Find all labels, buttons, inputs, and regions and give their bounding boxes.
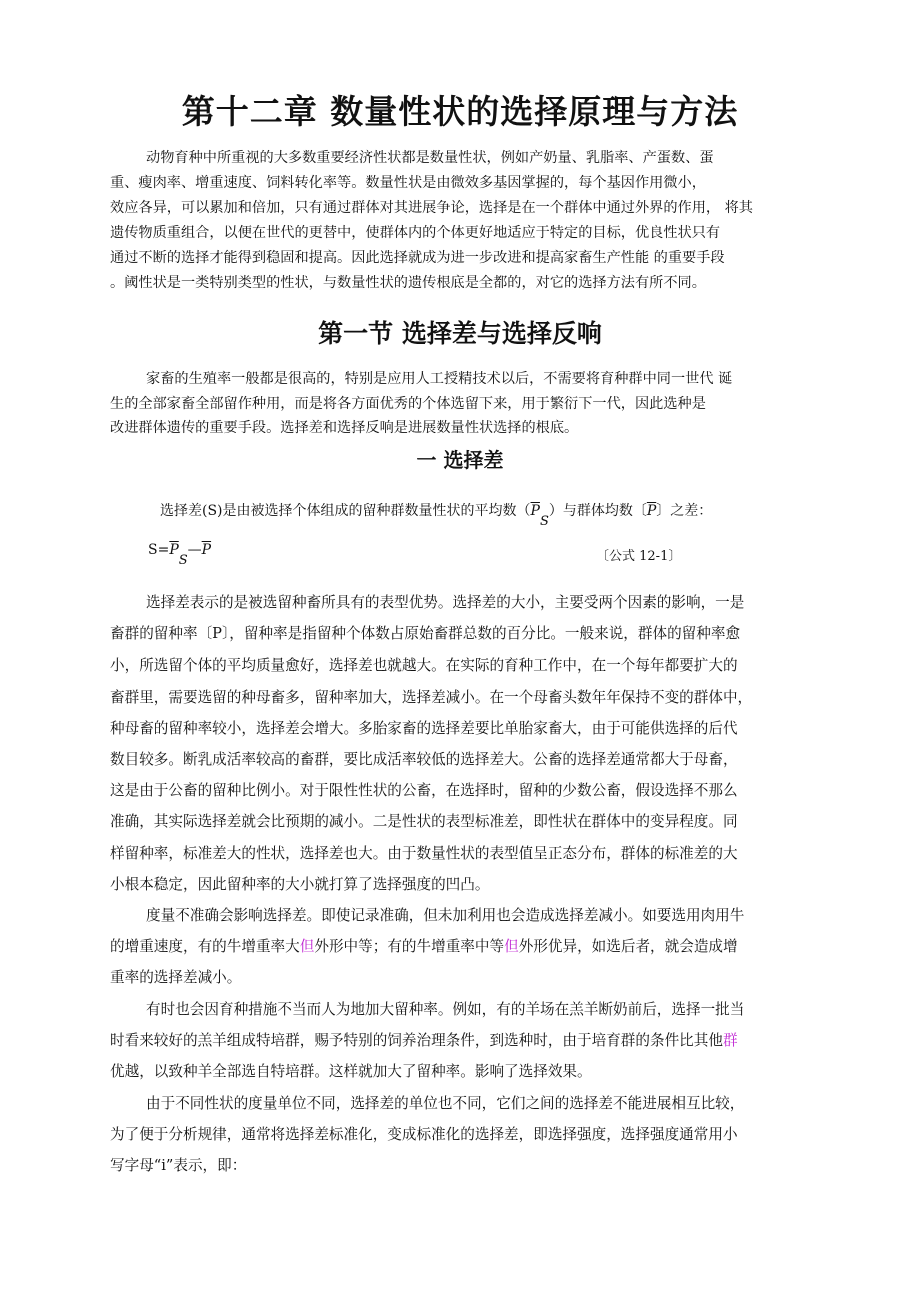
section-title: 第一节 选择差与选择反响 — [318, 319, 602, 348]
highlight-text: 但 — [299, 938, 315, 955]
para-line — [110, 1031, 738, 1051]
subsection-title: 一 选择差 — [416, 448, 504, 472]
formula — [148, 542, 212, 568]
para-line: 小根本稳定，因此留种率的大小就打算了选择强度的凹凸。 — [110, 876, 490, 893]
para-line: 有时也会因育种措施不当而人为地加大留种率。例如，有的羊场在羔羊断奶前后，选择一批当 — [146, 1001, 745, 1018]
mean-symbol: $\overline{P}$ — [201, 542, 212, 558]
chapter-title: 第十二章 数量性状的选择原理与方法 — [181, 92, 739, 131]
para-line: 样留种率，标准差大的性状，选择差也大。由于数量性状的表型值呈正态分布，群体的标准差的大 — [110, 845, 738, 862]
para-line: 重率的选择差减小。 — [110, 969, 242, 986]
mean-symbol: $\overline{P}$ — [646, 503, 657, 519]
para-line: 由于不同性状的度量单位不同，选择差的单位也不同，它们之间的选择差不能进展相互比较， — [146, 1095, 745, 1112]
para-line: 度量不准确会影响选择差。即使记录准确，但未加利用也会造成选择差减小。如要选用肉用牛 — [146, 907, 745, 924]
intro-line: 效应各异，可以累加和倍加，只有通过群体对其进展争论，选择是在一个群体中通过外界的作用， 将其 — [110, 200, 753, 216]
text-run: 外形优异，如选后者，就会造成增 — [518, 938, 738, 955]
text-run: 外形中等；有的牛增重率中等 — [314, 938, 505, 955]
highlight-text: 但 — [504, 938, 519, 955]
highlight-text: 群 — [722, 1032, 738, 1049]
para-line: 这是由于公畜的留种比例小。对于限性性状的公畜，在选择时，留种的少数公畜，假设选择不那么 — [110, 782, 738, 799]
definition-text: 选择差(S)是由被选择个体组成的留种群数量性状的平均数（ — [160, 503, 531, 519]
para-line: 数目较多。断乳成活率较高的畜群，要比成活率较低的选择差大。公畜的选择差通常都大于母畜， — [110, 751, 738, 768]
para-line: 畜群的留种率〔P〕，留种率是指留种个体数占原始畜群总数的百分比。一般来说，群体的留种率愈 — [110, 625, 741, 642]
section-intro-line: 家畜的生殖率一般都是很高的，特别是应用人工授精技术以后，不需要将育种群中同一世代 诞 — [146, 371, 733, 387]
formula-label: 〔公式 12-1〕 — [596, 549, 682, 564]
definition-text: ）与群体均数〔 — [548, 503, 647, 519]
intro-line: 遗传物质重组合，以便在世代的更替中，使群体内的个体更好地适应于特定的目标，优良性状只有 — [110, 225, 721, 241]
para-line: 准确，其实际选择差就会比预期的减小。二是性状的表型标准差，即性状在群体中的变异程度。同 — [110, 813, 738, 830]
para-line: 种母畜的留种率较小，选择差会增大。多胎家畜的选择差要比单胎家畜大，由于可能供选择的后代 — [110, 720, 738, 737]
intro-line: 重、瘦肉率、增重速度、饲料转化率等。数量性状是由微效多基因掌握的，每个基因作用微小， — [110, 175, 706, 191]
section-intro-line: 改进群体遗传的重要手段。选择差和选择反响是进展数量性状选择的根底。 — [110, 420, 579, 436]
minus-sign: — — [187, 542, 202, 558]
intro-line: 动物育种中所重视的大多数重要经济性状都是数量性状，例如产奶量、乳脂率、产蛋数、蛋 — [146, 150, 714, 166]
para-line: 畜群里，需要选留的种母畜多，留种率加大，选择差减小。在一个母畜头数年年保持不变的群体中， — [110, 689, 753, 706]
intro-line: 。阈性状是一类特别类型的性状，与数量性状的遗传根底是全都的，对它的选择方法有所不同。 — [110, 275, 706, 291]
text-run: 时看来较好的羔羊组成特培群，赐予特别的饲养治理条件，到选种时，由于培育群的条件比其他 — [110, 1032, 723, 1049]
para-line: 优越，以致种羊全部选自特培群。这样就加大了留种率。影响了选择效果。 — [110, 1063, 592, 1080]
para-line: 为了便于分析规律，通常将选择差标准化，变成标准化的选择差，即选择强度，选择强度通常用小 — [110, 1126, 738, 1143]
text-run: 的增重速度，有的牛增重率大 — [110, 938, 300, 955]
mean-symbol: $\overline{P}$ — [169, 542, 179, 558]
mean-symbol: $\overline{P}$ — [530, 503, 540, 519]
subscript-symbol: S — [539, 514, 549, 529]
section-intro-line: 生的全部家畜全部留作种用，而是将各方面优秀的个体选留下来，用于繁衍下一代，因此选种是 — [110, 396, 706, 412]
para-line: 小，所选留个体的平均质量愈好，选择差也就越大。在实际的育种工作中，在一个每年都要扩大的 — [110, 657, 738, 674]
para-line: 写字母“i”表示，即： — [110, 1157, 247, 1174]
para-line: 选择差表示的是被选留种畜所具有的表型优势。选择差的大小，主要受两个因素的影响，一是 — [146, 594, 745, 611]
para-line — [110, 937, 738, 957]
formula-lhs: S= — [148, 542, 170, 558]
subscript-symbol: S — [178, 553, 188, 568]
definition-text: 〕之差： — [656, 503, 713, 519]
definition-line — [160, 500, 713, 529]
intro-line: 通过不断的选择才能得到稳固和提高。因此选择就成为进一步改进和提高家畜生产性能 的重要手段 — [110, 250, 725, 266]
